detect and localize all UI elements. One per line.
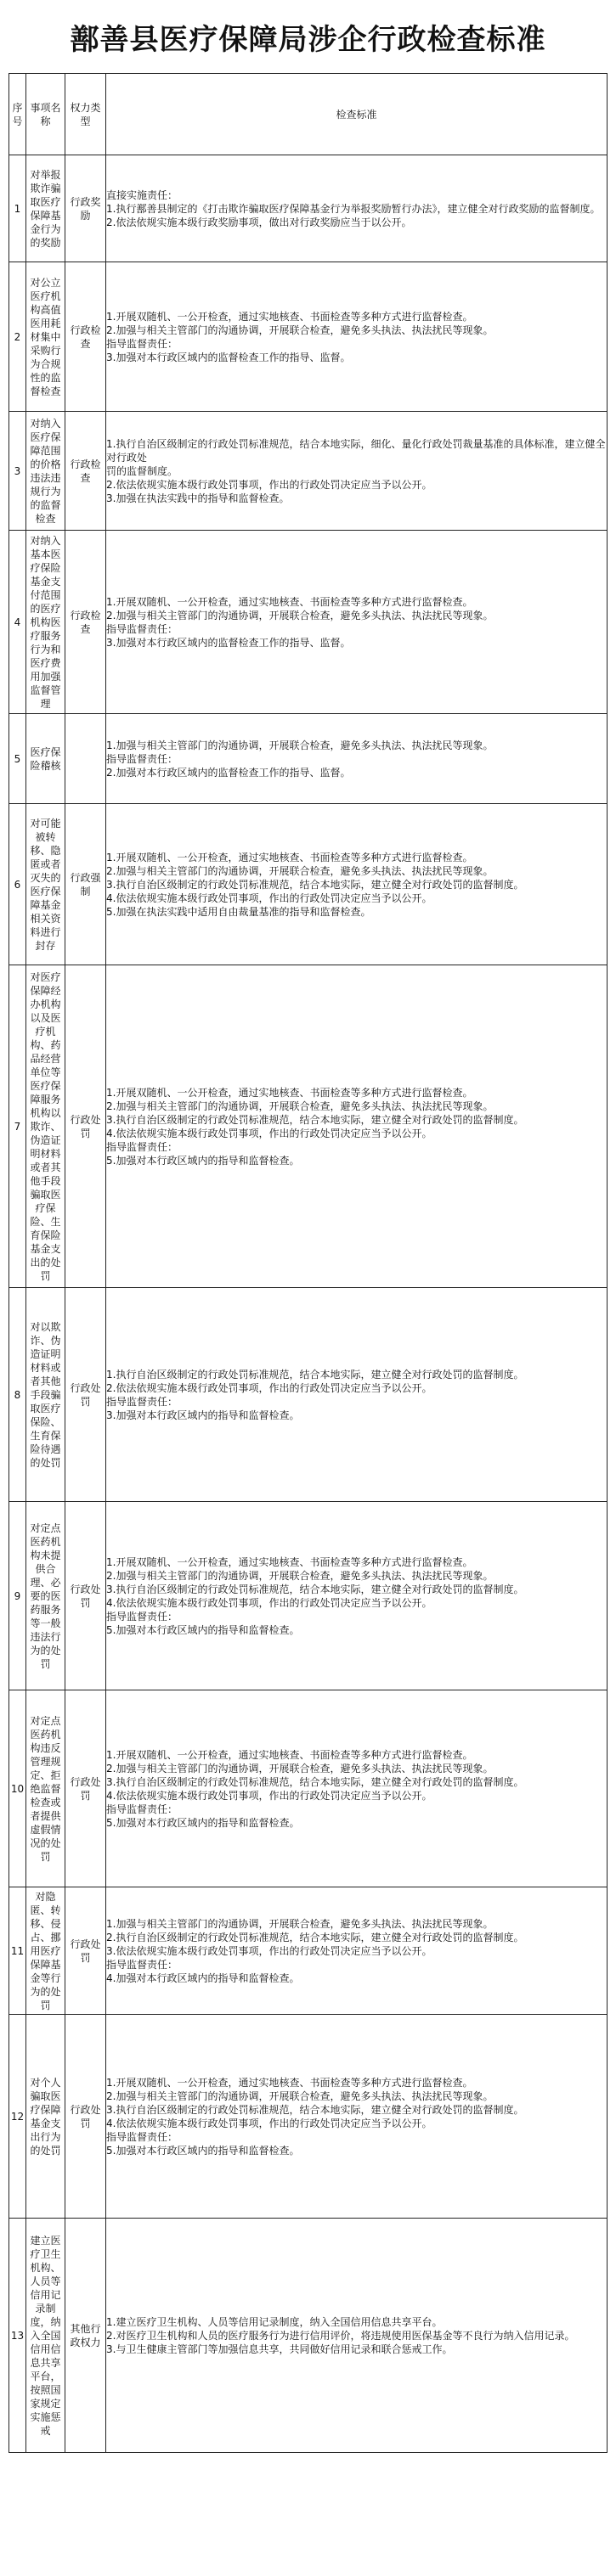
standard-line: 3.加强对本行政区域内的监督检查工作的指导、监督。 <box>106 636 351 649</box>
standard-line: 2.执行自治区级制定的行政处罚标准规范，结合本地实际，建立健全对行政处罚的监督制度。 <box>106 1931 524 1943</box>
standard-line: 指导监督责任： <box>106 1395 178 1408</box>
row-standard <box>106 2015 608 2219</box>
table-row <box>9 155 608 262</box>
standard-line: 指导监督责任： <box>106 1958 178 1971</box>
standard-line: 3.加强对本行政区域内的指导和监督检查。 <box>106 1409 300 1421</box>
row-number: 5 <box>9 714 26 804</box>
row-standard <box>106 804 608 965</box>
standard-line: 1.执行自治区级制定的行政处罚标准规范，结合本地实际，建立健全对行政处罚的监督制度。 <box>106 1368 524 1381</box>
row-power-type: 其他行政权力 <box>65 2219 106 2453</box>
standard-line: 1.执行鄯善县制定的《打击欺诈骗取医疗保障基金行为举报奖励暂行办法》，建立健全对行政奖励的监督制度。 <box>106 202 601 215</box>
standard-line: 指导监督责任： <box>106 1803 178 1815</box>
row-standard <box>106 1502 608 1690</box>
standard-line: 4.依法依规实施本级行政处罚事项，作出的行政处罚决定应当予以公开。 <box>106 1127 432 1139</box>
standard-line: 指导监督责任： <box>106 2130 178 2143</box>
standard-line: 1.开展双随机、一公开检查，通过实地核查、书面检查等多种方式进行监督检查。 <box>106 1086 473 1099</box>
standard-line: 1.建立医疗卫生机构、人员等信用记录制度，纳入全国信用信息共享平台。 <box>106 2315 443 2328</box>
standard-line: 3.与卫生健康主管部门等加强信息共享，共同做好信用记录和联合惩戒工作。 <box>106 2343 453 2355</box>
row-number: 3 <box>9 412 26 531</box>
table-row <box>9 2015 608 2219</box>
standard-line: 3.执行自治区级制定的行政处罚标准规范，结合本地实际，建立健全对行政处罚的监督制度。 <box>106 1775 524 1788</box>
row-item-name: 对定点医药机构违反管理规定、拒绝监督检查或者提供虚假情况的处罚 <box>26 1690 65 1887</box>
standard-line: 指导监督责任： <box>106 622 178 635</box>
standard-line: 1.开展双随机、一公开检查，通过实地核查、书面检查等多种方式进行监督检查。 <box>106 851 473 863</box>
standard-line: 1.加强与相关主管部门的沟通协调，开展联合检查，避免多头执法、执法扰民等现象。 <box>106 1917 494 1930</box>
standard-line: 1.开展双随机、一公开检查，通过实地核查、书面检查等多种方式进行监督检查。 <box>106 1555 473 1568</box>
standard-line: 5.加强对本行政区域内的指导和监督检查。 <box>106 2144 300 2157</box>
row-number: 11 <box>9 1887 26 2015</box>
row-standard <box>106 714 608 804</box>
row-power-type: 行政检查 <box>65 262 106 412</box>
standard-line: 5.加强在执法实践中适用自由裁量基准的指导和监督检查。 <box>106 905 371 918</box>
row-number: 8 <box>9 1288 26 1502</box>
row-power-type: 行政处罚 <box>65 1690 106 1887</box>
standard-line: 3.执行自治区级制定的行政处罚标准规范，结合本地实际，建立健全对行政处罚的监督制度。 <box>106 2103 524 2116</box>
standard-line: 罚的监督制度。 <box>106 464 178 477</box>
row-item-name: 建立医疗卫生机构、人员等信用记录制度，纳入全国信用信息共享平台，按照国家规定实施惩戒 <box>26 2219 65 2453</box>
row-standard <box>106 1690 608 1887</box>
standard-line: 3.依法依规实施本级行政处罚事项，作出的行政处罚决定应当予以公开。 <box>106 1944 432 1957</box>
standard-line: 指导监督责任： <box>106 752 178 765</box>
row-standard <box>106 262 608 412</box>
row-power-type: 行政处罚 <box>65 1887 106 2015</box>
row-standard <box>106 155 608 262</box>
row-standard <box>106 1288 608 1502</box>
row-number: 7 <box>9 965 26 1288</box>
row-power-type: 行政处罚 <box>65 965 106 1288</box>
standard-line: 4.依法依规实施本级行政处罚事项，作出的行政处罚决定应当予以公开。 <box>106 891 432 904</box>
standard-line: 2.依法依规实施本级行政处罚事项，作出的行政处罚决定应当予以公开。 <box>106 1381 432 1394</box>
table-row <box>9 531 608 714</box>
row-power-type: 行政检查 <box>65 531 106 714</box>
standard-line: 2.加强与相关主管部门的沟通协调，开展联合检查，避免多头执法、执法扰民等现象。 <box>106 2089 494 2102</box>
table-row <box>9 412 608 531</box>
standard-line: 指导监督责任： <box>106 1610 178 1623</box>
row-item-name: 对隐匿、转移、侵占、挪用医疗保障基金等行为的处罚 <box>26 1887 65 2015</box>
table-row <box>9 1502 608 1690</box>
standard-line: 4.依法依规实施本级行政处罚事项，作出的行政处罚决定应当予以公开。 <box>106 1789 432 1802</box>
row-number: 1 <box>9 155 26 262</box>
row-standard <box>106 965 608 1288</box>
header-power-type: 权力类型 <box>65 74 106 155</box>
row-standard <box>106 1887 608 2015</box>
page-title: 鄯善县医疗保障局涉企行政检查标准 <box>70 22 546 57</box>
standard-line: 指导监督责任： <box>106 1140 178 1153</box>
standard-line: 4.依法依规实施本级行政处罚事项，作出的行政处罚决定应当予以公开。 <box>106 1596 432 1609</box>
row-item-name: 对举报欺诈骗取医疗保障基金行为的奖励 <box>26 155 65 262</box>
row-power-type: 行政检查 <box>65 412 106 531</box>
standard-line: 指导监督责任： <box>106 337 178 350</box>
row-item-name: 对以欺诈、伪造证明材料或者其他手段骗取医疗保险、生育保险待遇的处罚 <box>26 1288 65 1502</box>
table-header-row <box>9 74 608 155</box>
standard-line: 2.加强与相关主管部门的沟通协调，开展联合检查，避免多头执法、执法扰民等现象。 <box>106 1569 494 1582</box>
standard-line: 3.执行自治区级制定的行政处罚标准规范，结合本地实际，建立健全对行政处罚的监督制度。 <box>106 1583 524 1595</box>
row-item-name: 对纳入基本医疗保险基金支付范围的医疗机构医疗服务行为和医疗费用加强监督管理 <box>26 531 65 714</box>
row-power-type: 行政强制 <box>65 804 106 965</box>
row-standard <box>106 412 608 531</box>
standard-line: 1.开展双随机、一公开检查，通过实地核查、书面检查等多种方式进行监督检查。 <box>106 310 473 323</box>
row-number: 10 <box>9 1690 26 1887</box>
table-row <box>9 1288 608 1502</box>
table-row <box>9 2219 608 2453</box>
standard-line: 2.加强与相关主管部门的沟通协调，开展联合检查，避免多头执法、执法扰民等现象。 <box>106 1100 494 1112</box>
standard-line: 2.对医疗卫生机构和人员的医疗服务行为进行信用评价，将违规使用医保基金等不良行为纳入信用记录。 <box>106 2329 575 2342</box>
standard-line: 3.加强在执法实践中的指导和监督检查。 <box>106 492 290 504</box>
table-row <box>9 262 608 412</box>
standard-line: 直接实施责任： <box>106 188 178 201</box>
standard-line: 4.加强对本行政区域内的指导和监督检查。 <box>106 1971 300 1984</box>
standard-line: 2.加强与相关主管部门的沟通协调，开展联合检查，避免多头执法、执法扰民等现象。 <box>106 609 494 622</box>
table-row <box>9 1887 608 2015</box>
table-row <box>9 965 608 1288</box>
header-no: 序号 <box>9 74 26 155</box>
standard-line: 1.执行自治区级制定的行政处罚标准规范，结合本地实际，细化、量化行政处罚裁量基准的具体标准，建立健全对行政处 <box>106 437 606 464</box>
standard-line: 1.加强与相关主管部门的沟通协调，开展联合检查，避免多头执法、执法扰民等现象。 <box>106 739 494 751</box>
standard-line: 2.依法依规实施本级行政处罚事项，作出的行政处罚决定应当予以公开。 <box>106 478 432 491</box>
row-item-name: 对医疗保障经办机构以及医疗机构、药品经营单位等医疗保障服务机构以欺诈、伪造证明材料或者其他手段骗取医疗保险、生育保险基金支出的处罚 <box>26 965 65 1288</box>
standard-line: 5.加强对本行政区域内的指导和监督检查。 <box>106 1816 300 1829</box>
row-number: 12 <box>9 2015 26 2219</box>
row-item-name: 对纳入医疗保障范围的价格违法违规行为的监督检查 <box>26 412 65 531</box>
standard-line: 1.开展双随机、一公开检查，通过实地核查、书面检查等多种方式进行监督检查。 <box>106 595 473 608</box>
standard-line: 2.加强与相关主管部门的沟通协调，开展联合检查，避免多头执法、执法扰民等现象。 <box>106 323 494 336</box>
standard-line: 2.加强对本行政区域内的监督检查工作的指导、监督。 <box>106 766 351 779</box>
row-number: 2 <box>9 262 26 412</box>
table-body <box>9 155 608 2453</box>
row-standard <box>106 2219 608 2453</box>
row-item-name: 对个人骗取医疗保障基金支出行为的处罚 <box>26 2015 65 2219</box>
row-number: 9 <box>9 1502 26 1690</box>
standard-line: 5.加强对本行政区域内的指导和监督检查。 <box>106 1154 300 1167</box>
row-item-name: 对可能被转移、隐匿或者灭失的医疗保障基金相关资料进行封存 <box>26 804 65 965</box>
row-number: 13 <box>9 2219 26 2453</box>
table-row <box>9 714 608 804</box>
table-row <box>9 804 608 965</box>
standard-line: 3.加强对本行政区域内的监督检查工作的指导、监督。 <box>106 351 351 363</box>
standard-line: 5.加强对本行政区域内的指导和监督检查。 <box>106 1623 300 1636</box>
row-item-name: 医疗保险稽核 <box>26 714 65 804</box>
row-item-name: 对定点医药机构未提供合理、必要的医药服务等一般违法行为的处罚 <box>26 1502 65 1690</box>
standard-line: 1.开展双随机、一公开检查，通过实地核查、书面检查等多种方式进行监督检查。 <box>106 1748 473 1761</box>
row-standard <box>106 531 608 714</box>
row-number: 6 <box>9 804 26 965</box>
row-power-type <box>65 714 106 804</box>
header-standard: 检查标准 <box>106 74 608 155</box>
standard-line: 1.开展双随机、一公开检查，通过实地核查、书面检查等多种方式进行监督检查。 <box>106 2076 473 2089</box>
standard-line: 2.加强与相关主管部门的沟通协调，开展联合检查，避免多头执法、执法扰民等现象。 <box>106 1762 494 1775</box>
row-power-type: 行政处罚 <box>65 2015 106 2219</box>
row-item-name: 对公立医疗机构高值医用耗材集中采购行为合规性的监督检查 <box>26 262 65 412</box>
row-power-type: 行政奖励 <box>65 155 106 262</box>
row-number: 4 <box>9 531 26 714</box>
header-item-name: 事项名称 <box>26 74 65 155</box>
standard-line: 3.执行自治区级制定的行政处罚标准规范，结合本地实际，建立健全对行政处罚的监督制度。 <box>106 878 524 891</box>
row-power-type: 行政处罚 <box>65 1288 106 1502</box>
inspection-standards-table <box>8 73 608 2453</box>
standard-line: 3.执行自治区级制定的行政处罚标准规范，结合本地实际，建立健全对行政处罚的监督制度。 <box>106 1113 524 1126</box>
row-power-type: 行政处罚 <box>65 1502 106 1690</box>
table-row <box>9 1690 608 1887</box>
standard-line: 4.依法依规实施本级行政处罚事项，作出的行政处罚决定应当予以公开。 <box>106 2117 432 2129</box>
standard-line: 2.加强与相关主管部门的沟通协调，开展联合检查，避免多头执法、执法扰民等现象。 <box>106 864 494 877</box>
standard-line: 2.依法依规实施本级行政奖励事项，做出对行政奖励应当于以公开。 <box>106 216 412 228</box>
